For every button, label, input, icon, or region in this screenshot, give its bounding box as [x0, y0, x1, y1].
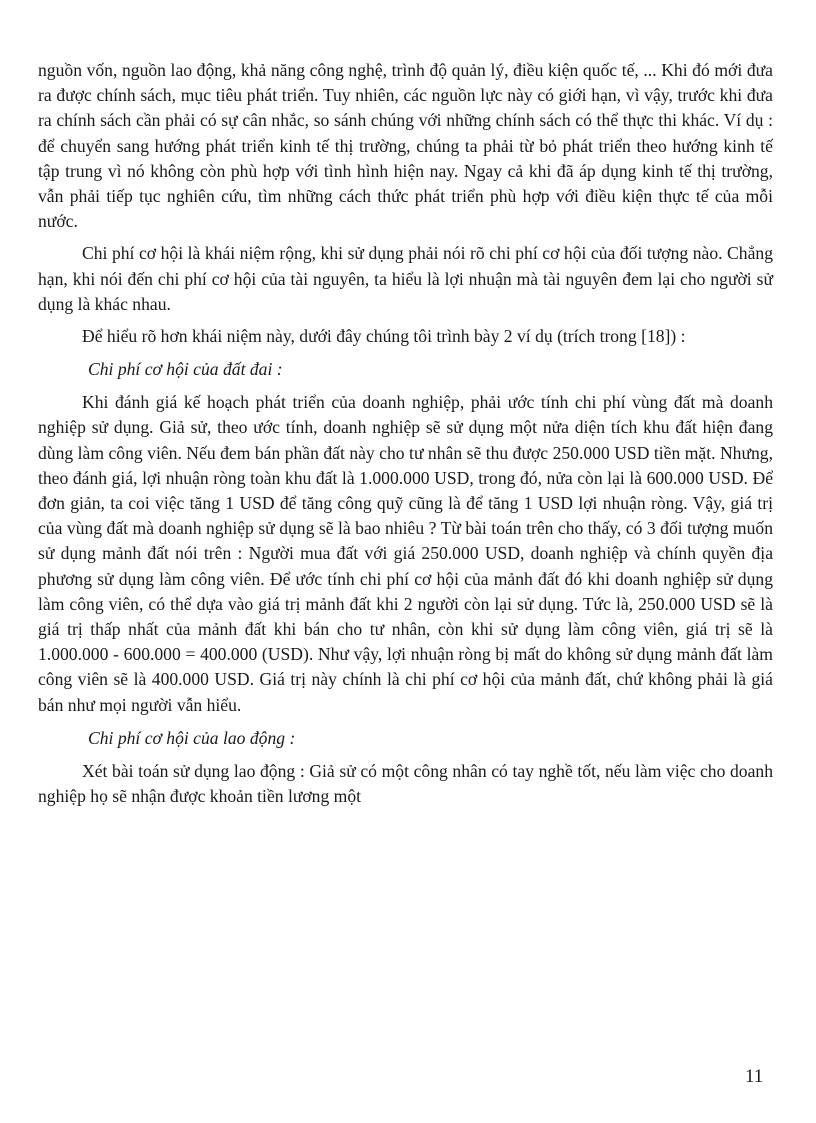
paragraph-examples-intro: Để hiểu rõ hơn khái niệm này, dưới đây chúng tôi trình bày 2 ví dụ (trích trong [18]) : [82, 326, 686, 347]
paragraph-land-example: Khi đánh giá kế hoạch phát triển của doanh nghiệp, phải ước tính chi phí vùng đất mà doanh nghiệp sử dụng. Giả sử, theo ước tính, doanh nghiệp sẽ sử dụng một nửa diện tích khu đất hiện đang dùng làm công viên. Nếu đem bán phần đất này cho tư nhân sẽ thu được 250.000 USD tiền mặt. Nhưng, theo đánh giá, lợi nhuận ròng toàn khu đất là 1.000.000 USD, trong đó, nửa còn lại là 600.000 USD. Để đơn giản, ta coi việc tăng 1 USD để tăng công quỹ cũng là để tăng 1 USD lợi nhuận ròng. Vậy, giá trị của vùng đất mà doanh nghiệp sử dụng sẽ là bao nhiêu ? Từ bài toán trên cho thấy, có 3 đối tượng muốn sử dụng mảnh đất nói trên : Người mua đất với giá 250.000 USD, doanh nghiệp và chính quyền địa phương sử dụng làm công viên. Để ước tính chi phí cơ hội của mảnh đất đó khi doanh nghiệp sử dụng làm công viên, có thể dựa vào giá trị mảnh đất khi 2 người còn lại sử dụng. Tức là, 250.000 USD sẽ là giá trị thấp nhất của mảnh đất khi bán cho tư nhân, còn khi sử dụng làm công viên, giá trị sẽ là 1.000.000 - 600.000 = 400.000 (USD). Như vậy, lợi nhuận ròng bị mất do không sử dụng mảnh đất làm công viên sẽ là 400.000 USD. Giá trị này chính là chi phí cơ hội của mảnh đất, chứ không phải là giá bán như mọi người vẫn hiểu. [38, 392, 773, 715]
paragraph-opportunity-cost: Chi phí cơ hội là khái niệm rộng, khi sử dụng phải nói rõ chi phí cơ hội của đối tượng nào. Chẳng hạn, khi nói đến chi phí cơ hội của tài nguyên, ta hiểu là lợi nhuận mà tài nguyên đem lại cho người sử dụng là khác nhau. [38, 243, 773, 314]
page-body [38, 58, 773, 809]
paragraph-continuation: nguồn vốn, nguồn lao động, khả năng công nghệ, trình độ quản lý, điều kiện quốc tế, ... Khi đó mới đưa ra được chính sách, mục tiêu phát triển. Tuy nhiên, các nguồn lực này có giới hạn, vì vậy, trước khi đưa ra chính sách cần phải có sự cân nhắc, so sánh chúng với những chính sách có thể thực thi khác. Ví dụ : để chuyển sang hướng phát triển kinh tế thị trường, chúng ta phải từ bỏ phát triển theo hướng kinh tế tập trung vì nó không còn phù hợp với tình hình hiện nay. Ngay cả khi đã áp dụng kinh tế thị trường, vẫn phải tiếp tục nghiên cứu, tìm những cách thức phát triển phù hợp với điều kiện thực tế của mỗi nước. [38, 60, 773, 232]
heading-land-opportunity-cost: Chi phí cơ hội của đất đai : [88, 359, 283, 380]
paragraph-labor-example: Xét bài toán sử dụng lao động : Giả sử có một công nhân có tay nghề tốt, nếu làm việc cho doanh nghiệp họ sẽ nhận được khoản tiền lương một [38, 760, 773, 807]
page-number: 11 [745, 1066, 764, 1087]
heading-labor-opportunity-cost: Chi phí cơ hội của lao động : [88, 727, 296, 748]
